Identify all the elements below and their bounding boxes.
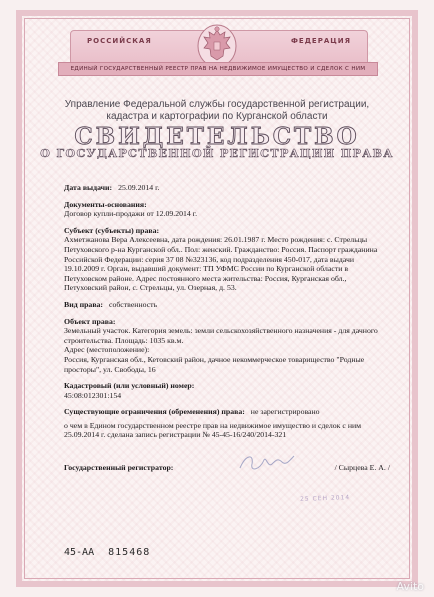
avito-watermark: Avito <box>396 580 424 593</box>
certificate-title: СВИДЕТЕЛЬСТВО <box>74 123 360 150</box>
encumbrance-label: Существующие ограничения (обременения) права: <box>64 407 245 417</box>
subject-block <box>64 226 390 293</box>
ribbon-right-text: ФЕДЕРАЦИЯ <box>290 37 351 45</box>
serial-number: 815468 <box>108 547 151 558</box>
date-stamp: 25 СЕН 2014 <box>299 494 351 503</box>
registrar-signature <box>236 450 296 476</box>
object-address-label: Адрес (местоположение): <box>64 345 150 355</box>
right-type-row <box>64 300 390 310</box>
registry-note: о чем в Едином государственном реестре прав на недвижимое имущество и сделок с ним 25.09.2014 г. сделана запись регистрации № 45-45-16/240/2014-321 <box>64 420 362 440</box>
object-block <box>64 317 390 375</box>
certificate-subtitle: О ГОСУДАРСТВЕННОЙ РЕГИСТРАЦИИ ПРАВА <box>40 147 394 160</box>
basis-block <box>64 200 390 219</box>
agency-line-1: Управление Федеральной службы государственной регистрации, <box>64 99 370 110</box>
cadastral-block <box>64 381 390 400</box>
ribbon-left-text: РОССИЙСКАЯ <box>87 37 152 45</box>
agency-line-2: кадастра и картографии по Курганской области <box>106 111 328 122</box>
registrar-label: Государственный регистратор: <box>64 463 174 472</box>
cadastral-label: Кадастровый (или условный) номер: <box>64 381 195 391</box>
subject-value: Ахметжанова Вера Алексеевна, дата рождения: 26.01.1987 г. Место рождения: с. Стрельцы Петуховского р-на Курганской обл.. Пол: женский. Гражданство: Россия. Паспорт гражданина Российской Федерации: серия 37 08 №323136, код подразделения 450-017, дата выдачи 19.10.2009 г. Орган, выдавший документ: ТП УФМС России по Курганской области в Петуховском районе. Адрес постоянного места жительства: Россия, Курганская обл., Петуховский район, с. Стрельцы, ул. Озерная, д. 53. <box>64 235 378 293</box>
object-address-value: Россия, Курганская обл., Кетовский район, дачное некоммерческое товарищество "Родные просторы", ул. Свободы, 16 <box>64 354 365 374</box>
right-type-value: собственность <box>108 299 158 309</box>
registry-band: ЕДИНЫЙ ГОСУДАРСТВЕННЫЙ РЕЕСТР ПРАВ НА НЕДВИЖИМОЕ ИМУЩЕСТВО И СДЕЛОК С НИМ <box>58 62 378 76</box>
registrar-row <box>64 463 390 472</box>
serial-series: 45-АА <box>64 547 95 558</box>
right-type-label: Вид права: <box>64 299 104 309</box>
subject-label: Субъект (субъекты) права: <box>64 225 160 235</box>
issue-date-row <box>64 183 390 193</box>
basis-value: Договор купли-продажи от 12.09.2014 г. <box>64 209 198 219</box>
object-label: Объект права: <box>64 316 116 326</box>
encumbrance-block <box>64 407 390 440</box>
certificate-body <box>64 183 390 447</box>
encumbrance-row <box>64 407 390 417</box>
form-serial <box>64 547 150 558</box>
basis-label: Документы-основания: <box>64 199 147 209</box>
issue-date-value: 25.09.2014 г. <box>118 183 160 192</box>
issue-date-label: Дата выдачи: <box>64 183 113 192</box>
encumbrance-value: не зарегистрировано <box>250 407 320 417</box>
object-value: Земельный участок. Категория земель: земли сельскохозяйственного назначения - для дачного строительства. Площадь: 1035 кв.м. <box>64 326 378 345</box>
cadastral-value: 45:08:012301:154 <box>64 390 122 400</box>
registrar-name: / Сырцева Е. А. / <box>334 463 390 472</box>
